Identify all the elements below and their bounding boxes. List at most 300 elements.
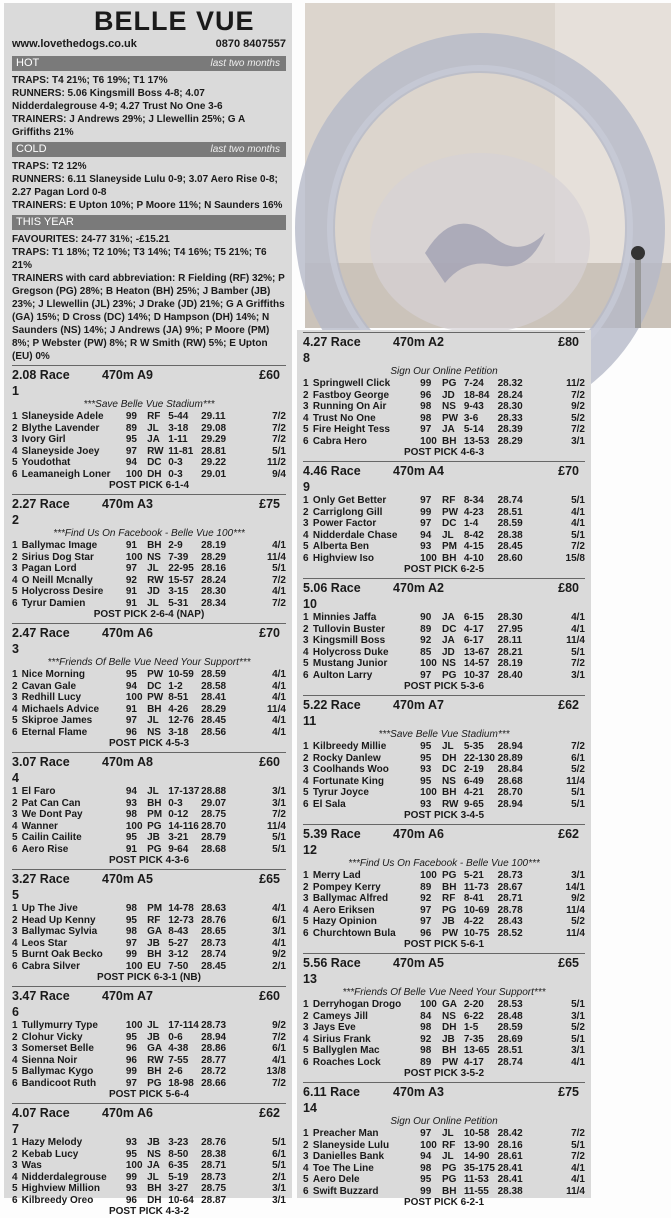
runner-row [12, 423, 286, 435]
runner-row [12, 469, 286, 481]
post-pick: POST PICK 5-3-6 [403, 681, 485, 692]
trainer-code: JA [442, 612, 455, 623]
win-record: 22-95 [168, 563, 194, 574]
runner-row [303, 378, 585, 390]
runner-row [303, 553, 585, 565]
odds: 11/4 [566, 904, 585, 916]
trap-number: 5 [12, 715, 18, 726]
odds: 11/4 [267, 820, 286, 832]
dog-rating: 96 [420, 927, 432, 939]
stadium-photo [305, 3, 671, 328]
website-link[interactable]: www.lovethedogs.co.uk [12, 38, 137, 50]
this-year-section-header [12, 215, 286, 230]
win-record: 1-2 [168, 680, 183, 692]
trainer-code: NS [147, 1148, 161, 1160]
dog-name: Michaels Advice [21, 703, 100, 715]
trainer-code: JL [442, 741, 454, 752]
best-time: 28.79 [201, 832, 227, 843]
dog-name: Hazy Opinion [312, 916, 377, 927]
dog-name: Ballymac Sylvia [21, 926, 98, 937]
trap-number: 5 [12, 586, 18, 597]
race-card [303, 824, 585, 951]
win-record: 3-23 [168, 1137, 189, 1148]
trainer-code: PW [442, 412, 459, 424]
left-column [4, 3, 292, 1217]
runner-row [12, 563, 286, 575]
dog-name: Kingsmill Boss [312, 635, 386, 646]
best-time: 28.70 [201, 820, 227, 832]
trap-number: 4 [12, 445, 18, 457]
best-time: 28.41 [201, 692, 227, 703]
best-time: 28.30 [497, 401, 523, 412]
runner-row [12, 915, 286, 927]
best-time: 28.29 [201, 703, 227, 715]
race-slogan: ***Save Belle Vue Stadium*** [83, 399, 215, 410]
runner-row [12, 821, 286, 833]
dog-name: Tyrur Joyce [312, 787, 369, 798]
best-time: 28.52 [497, 927, 523, 939]
dog-name: Ballyglen Mac [312, 1045, 380, 1056]
runner-row [12, 540, 286, 552]
race-card [12, 494, 286, 621]
best-time: 28.94 [497, 798, 523, 810]
win-record: 7-55 [168, 1054, 189, 1066]
odds: 3/1 [272, 926, 286, 937]
race-header [303, 463, 585, 495]
dog-name: Slaneyside Joey [21, 445, 100, 457]
race-distance-grade: 470m A3 [102, 497, 153, 511]
race-card [12, 752, 286, 867]
dog-rating: 99 [125, 411, 137, 422]
race-time: 2.27 Race 2 [12, 497, 70, 527]
dog-rating: 95 [125, 1148, 137, 1160]
race-distance-grade: 470m A6 [393, 827, 444, 841]
race-card [12, 365, 286, 492]
best-time: 28.78 [497, 904, 523, 916]
dog-rating: 93 [125, 797, 137, 809]
best-time: 28.75 [201, 809, 227, 820]
dog-name: Slaneyside Lulu [312, 1139, 390, 1151]
dog-rating: 95 [420, 1174, 432, 1185]
race-card [12, 869, 286, 984]
trainer-code: JL [147, 563, 159, 574]
trap-number: 6 [12, 1194, 18, 1206]
win-record: 11-81 [168, 445, 194, 457]
trap-number: 3 [303, 635, 309, 646]
trap-number: 5 [12, 1183, 18, 1194]
runner-row [12, 457, 286, 469]
odds: 4/1 [571, 506, 585, 518]
best-time: 28.86 [201, 1043, 227, 1054]
best-time: 28.58 [201, 680, 227, 692]
trainer-code: BH [147, 703, 162, 715]
race-distance-grade: 470m A7 [393, 698, 444, 712]
dog-name: We Dont Pay [21, 809, 83, 820]
race-prize: £60 [259, 755, 280, 769]
race-distance-grade: 470m A7 [102, 989, 153, 1003]
race-header [303, 955, 585, 987]
runner-row [12, 692, 286, 704]
race-time: 4.07 Race 7 [12, 1106, 70, 1136]
best-time: 28.29 [201, 551, 227, 563]
race-slogan: ***Find Us On Facebook - Belle Vue 100*** [348, 858, 540, 869]
race-prize: £65 [259, 872, 280, 886]
best-time: 28.94 [201, 1031, 227, 1043]
dog-rating: 94 [420, 529, 432, 541]
trainer-code: BH [147, 797, 162, 809]
trap-number: 3 [303, 518, 309, 529]
runner-row [303, 776, 585, 788]
race-header [12, 1105, 286, 1137]
runner-row [303, 495, 585, 507]
trap-number: 2 [303, 1010, 309, 1022]
dog-rating: 98 [125, 926, 137, 937]
win-record: 5-19 [168, 1171, 189, 1183]
trainer-code: NS [442, 775, 456, 787]
trainer-code: BH [442, 881, 457, 893]
dog-rating: 91 [125, 586, 137, 597]
best-time: 28.60 [497, 552, 523, 564]
trap-number: 3 [303, 764, 309, 775]
favourites-stat: FAVOURITES: 24-77 31%; -£15.21 [12, 234, 170, 245]
odds: 9/2 [571, 893, 585, 904]
best-time: 28.16 [497, 1139, 523, 1151]
runner-row [12, 1183, 286, 1195]
runner-row [12, 411, 286, 423]
dog-name: Danielles Bank [312, 1151, 385, 1162]
trainer-code: DC [147, 457, 162, 468]
trap-number: 4 [303, 412, 309, 424]
trap-number: 4 [12, 703, 18, 715]
race-distance-grade: 470m A5 [102, 872, 153, 886]
runner-row [303, 1140, 585, 1152]
trap-number: 4 [303, 1162, 309, 1174]
dog-rating: 97 [125, 937, 137, 949]
hot-section-header [12, 56, 286, 71]
dog-rating: 92 [125, 574, 137, 586]
dog-rating: 95 [125, 1031, 137, 1043]
dog-rating: 94 [125, 680, 137, 692]
dog-rating: 91 [125, 843, 137, 855]
win-record: 13-67 [463, 646, 490, 658]
dog-name: Tullovin Buster [312, 623, 385, 635]
trainer-code: PM [147, 809, 163, 820]
odds: 5/1 [272, 832, 286, 843]
dog-name: Kilbreedy Oreo [21, 1194, 94, 1206]
trainer-code: JL [147, 597, 159, 609]
race-header [303, 826, 585, 858]
win-record: 11-55 [463, 1185, 489, 1197]
dog-rating: 93 [125, 1137, 137, 1148]
dog-rating: 100 [420, 1139, 437, 1151]
dog-rating: 91 [125, 597, 137, 609]
trap-number: 6 [12, 960, 18, 972]
race-card [303, 578, 585, 693]
win-record: 6-35 [168, 1160, 189, 1171]
runner-row [303, 787, 585, 799]
trap-number: 1 [303, 870, 309, 881]
trainer-code: PG [442, 870, 457, 881]
odds: 5/1 [571, 646, 585, 658]
odds: 7/2 [571, 741, 585, 752]
post-pick: POST PICK 6-1-4 [108, 480, 190, 491]
runner-row [12, 727, 286, 739]
trap-number: 5 [303, 916, 309, 927]
win-record: 3-12 [168, 949, 189, 960]
win-record: 5-21 [463, 870, 484, 881]
best-time: 28.71 [497, 893, 523, 904]
dog-rating: 92 [420, 893, 432, 904]
trainer-code: DH [147, 468, 162, 480]
trap-number: 4 [303, 646, 309, 658]
best-time: 28.71 [201, 1160, 227, 1171]
trainer-code: BH [442, 1045, 457, 1056]
dog-rating: 100 [125, 1020, 143, 1031]
trap-number: 4 [303, 529, 309, 541]
trap-number: 2 [12, 914, 18, 926]
trap-number: 6 [12, 468, 18, 480]
odds: 4/1 [571, 518, 585, 529]
trainer-code: BH [147, 1183, 162, 1194]
runner-row [303, 436, 585, 448]
win-record: 4-17 [463, 1056, 484, 1068]
odds: 3/1 [571, 1010, 585, 1022]
trainer-code: PW [147, 692, 164, 703]
dog-name: Derryhogan Drogo [312, 999, 402, 1010]
trainer-code: EU [147, 960, 161, 972]
runner-row [303, 541, 585, 553]
best-time: 28.30 [497, 612, 523, 623]
race-distance-grade: 470m A5 [393, 956, 444, 970]
trap-number: 3 [303, 401, 309, 412]
best-time: 28.70 [497, 787, 523, 798]
trap-number: 1 [12, 1137, 18, 1148]
runner-row [12, 434, 286, 446]
dog-rating: 95 [125, 914, 137, 926]
runner-row [303, 390, 585, 402]
win-record: 4-22 [463, 916, 484, 927]
win-record: 6-15 [463, 612, 484, 623]
best-time: 28.42 [497, 1128, 523, 1139]
odds: 5/1 [571, 1139, 585, 1151]
runner-row [303, 530, 585, 542]
trap-number: 3 [12, 926, 18, 937]
dog-rating: 100 [420, 870, 437, 881]
cold-runners: RUNNERS: 6.11 Slaneyside Lulu 0-9; 3.07 Aero Rise 0-8; 2.27 Pagan Lord 0-8 [12, 174, 278, 198]
best-time: 28.66 [201, 1077, 227, 1089]
trap-number: 5 [12, 832, 18, 843]
trap-number: 6 [12, 726, 18, 738]
win-record: 14-90 [463, 1151, 490, 1162]
trap-number: 1 [303, 1128, 309, 1139]
race-slogan: ***Friends Of Belle Vue Need Your Support*** [342, 987, 546, 998]
odds: 11/2 [566, 378, 585, 389]
race-time: 5.06 Race 10 [303, 581, 361, 611]
dog-name: Blythe Lavender [21, 422, 100, 434]
trainer-code: NS [147, 551, 161, 563]
runner-row [12, 1020, 286, 1032]
odds: 5/1 [272, 445, 286, 457]
odds: 7/2 [272, 809, 286, 820]
dog-rating: 100 [125, 692, 143, 703]
dog-rating: 100 [420, 999, 437, 1010]
trainer-code: BH [442, 1185, 457, 1197]
dog-name: Highview Iso [312, 552, 375, 564]
best-time: 28.81 [201, 445, 227, 457]
win-record: 22-130 [463, 752, 495, 764]
best-time: 28.38 [497, 1185, 523, 1197]
dog-name: Running On Air [312, 401, 387, 412]
runner-row [303, 999, 585, 1011]
dog-rating: 98 [420, 1162, 432, 1174]
win-record: 14-116 [168, 820, 199, 832]
trap-number: 2 [12, 551, 18, 563]
dog-rating: 96 [125, 1043, 137, 1054]
dog-name: El Sala [312, 798, 346, 810]
trainer-code: BH [442, 787, 457, 798]
trainer-code: BH [147, 949, 162, 960]
runner-row [12, 1195, 286, 1207]
trap-number: 4 [303, 775, 309, 787]
race-header [12, 367, 286, 399]
best-time: 28.84 [497, 764, 523, 775]
trap-number: 5 [12, 457, 18, 468]
trainer-code: JB [147, 937, 160, 949]
trap-number: 3 [12, 1043, 18, 1054]
dog-name: Cameys Jill [312, 1010, 368, 1022]
dog-name: Fastboy George [312, 389, 390, 401]
post-pick: POST PICK 2-6-4 (NAP) [93, 609, 205, 620]
odds: 9/2 [272, 1020, 286, 1031]
dog-name: Holycross Desire [21, 586, 104, 597]
runner-row [12, 704, 286, 716]
runner-row [303, 413, 585, 425]
best-time: 28.38 [201, 1148, 227, 1160]
trainer-code: GA [147, 1043, 163, 1054]
runner-row [303, 424, 585, 436]
race-card [12, 623, 286, 750]
trainer-code: NS [147, 726, 161, 738]
race-time: 2.47 Race 3 [12, 626, 70, 656]
dog-rating: 91 [125, 703, 137, 715]
win-record: 6-22 [463, 1010, 484, 1022]
dog-rating: 98 [420, 1045, 432, 1056]
best-time: 28.21 [497, 646, 523, 658]
runner-row [12, 1149, 286, 1161]
trainer-code: JA [442, 635, 455, 646]
odds: 7/2 [272, 422, 286, 434]
dog-rating: 100 [125, 960, 143, 972]
trap-number: 2 [12, 680, 18, 692]
best-time: 28.39 [497, 424, 523, 435]
race-card [12, 1103, 286, 1218]
best-time: 28.24 [497, 389, 523, 401]
odds: 5/2 [571, 412, 585, 424]
race-card [303, 461, 585, 576]
race-card [303, 953, 585, 1080]
race-distance-grade: 470m A6 [102, 626, 153, 640]
dog-name: Bandicoot Ruth [21, 1077, 97, 1089]
dog-rating: 100 [125, 468, 143, 480]
win-record: 10-69 [463, 904, 490, 916]
hot-section [12, 74, 286, 139]
trainer-code: NS [442, 401, 456, 412]
trap-number: 5 [303, 1174, 309, 1185]
win-record: 3-18 [168, 726, 189, 738]
odds: 4/1 [571, 1162, 585, 1174]
odds: 6/1 [272, 914, 286, 926]
runner-row [12, 1137, 286, 1149]
win-record: 12-73 [168, 914, 194, 926]
trainer-code: DC [442, 623, 457, 635]
win-record: 3-21 [168, 832, 189, 843]
best-time: 28.51 [497, 1045, 523, 1056]
trainer-code: PM [147, 903, 163, 914]
odds: 5/1 [571, 798, 585, 810]
race-distance-grade: 470m A9 [102, 368, 153, 382]
dog-rating: 98 [125, 809, 137, 820]
trap-number: 1 [303, 378, 309, 389]
trap-number: 4 [303, 904, 309, 916]
race-prize: £80 [558, 581, 579, 595]
trap-number: 1 [12, 669, 18, 680]
win-record: 8-42 [463, 529, 484, 541]
dog-name: O Neill Mcnally [21, 574, 93, 586]
trainer-abbreviations: TRAINERS with card abbreviation: R Fielding (RF) 32%; P Gregson (PG) 28%; B Heaton (BH) 25%; J Bamber (JB) 23%; J Llewellin (JL) 23%; J Drake (JD) 21%; G A Griffiths (GA) 15%; D Cross (DC) 14%; D Hampson (DH) 14%; N Saunders (NS) 14%; J Andrews (JA) 9%; P Moore (PM) 8%; P Webster (PW) 8%; R W Smith (RW) 5%; E Upton (EU) 0% [12, 273, 285, 362]
runner-row [12, 832, 286, 844]
race-time: 4.27 Race 8 [303, 335, 361, 365]
trainer-code: JB [147, 832, 160, 843]
runner-row [303, 1174, 585, 1186]
win-record: 4-17 [463, 623, 484, 635]
race-card [12, 986, 286, 1101]
dog-name: Kilbreedy Millie [312, 741, 387, 752]
odds: 4/1 [571, 1174, 585, 1185]
best-time: 28.72 [201, 1066, 227, 1077]
win-record: 13-65 [463, 1045, 490, 1056]
trainer-code: DH [442, 752, 457, 764]
runner-row [303, 624, 585, 636]
runner-row [12, 1032, 286, 1044]
trap-number: 2 [12, 797, 18, 809]
odds: 7/2 [272, 574, 286, 586]
odds: 11/2 [267, 457, 286, 468]
trap-number: 5 [303, 541, 309, 552]
win-record: 3-6 [463, 412, 479, 424]
trainer-code: PW [442, 506, 459, 518]
best-time: 28.48 [497, 1010, 523, 1022]
odds: 7/2 [272, 411, 286, 422]
odds: 3/1 [272, 1194, 286, 1206]
dog-name: Mustang Junior [312, 658, 388, 669]
dog-name: Sirius Dog Star [21, 551, 94, 563]
win-record: 18-84 [463, 389, 490, 401]
cold-section [12, 160, 286, 212]
trainer-code: JL [442, 1151, 454, 1162]
dog-name: Slaneyside Adele [21, 411, 104, 422]
win-record: 11-53 [463, 1174, 489, 1185]
race-slogan: Sign Our Online Petition [390, 366, 498, 377]
hot-period: last two months [210, 58, 280, 69]
best-time: 28.94 [497, 741, 523, 752]
best-time: 28.87 [201, 1194, 227, 1206]
odds: 11/4 [267, 551, 286, 563]
win-record: 4-15 [463, 541, 484, 552]
runner-row [12, 809, 286, 821]
runner-row [303, 507, 585, 519]
win-record: 9-43 [463, 401, 484, 412]
win-record: 4-10 [463, 552, 484, 564]
